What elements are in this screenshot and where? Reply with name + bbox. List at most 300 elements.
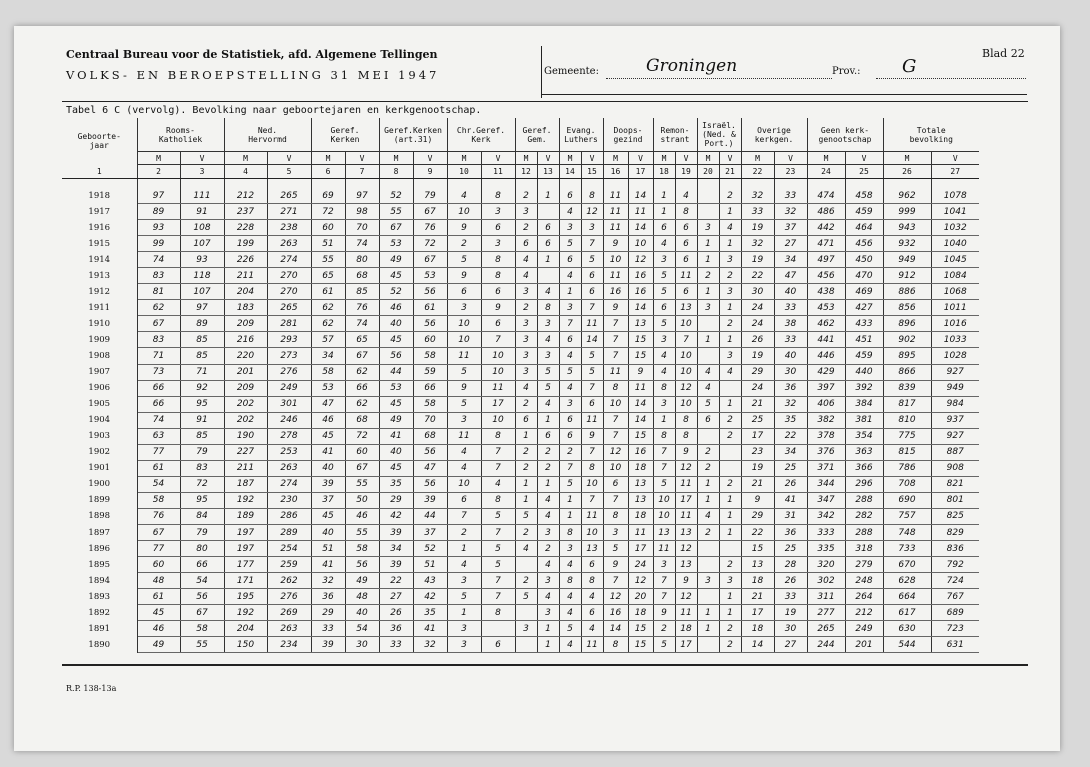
value-cell: 4 bbox=[581, 621, 603, 637]
value-cell: 67 bbox=[180, 605, 224, 621]
value-cell: 32 bbox=[774, 396, 807, 412]
value-cell: 11 bbox=[675, 268, 697, 284]
value-cell: 262 bbox=[267, 573, 311, 589]
value-cell: 246 bbox=[267, 412, 311, 428]
value-cell: 46 bbox=[311, 412, 345, 428]
value-cell: 1 bbox=[559, 284, 581, 300]
value-cell: 1 bbox=[719, 396, 741, 412]
value-cell: 55 bbox=[379, 204, 413, 220]
value-cell: 11 bbox=[603, 364, 628, 380]
value-cell: 786 bbox=[883, 460, 931, 476]
value-cell: 7 bbox=[653, 460, 675, 476]
value-cell: 7 bbox=[653, 589, 675, 605]
value-cell: 12 bbox=[675, 589, 697, 605]
value-cell: 97 bbox=[345, 188, 379, 204]
value-cell bbox=[697, 316, 719, 332]
value-cell: 33 bbox=[311, 621, 345, 637]
value-cell: 62 bbox=[137, 300, 180, 316]
value-cell bbox=[697, 428, 719, 444]
value-cell: 9 bbox=[675, 444, 697, 460]
value-cell: 253 bbox=[267, 444, 311, 460]
value-cell: 384 bbox=[845, 396, 883, 412]
value-cell: 11 bbox=[603, 220, 628, 236]
value-cell: 7 bbox=[603, 316, 628, 332]
value-cell: 1040 bbox=[931, 236, 979, 252]
value-cell: 497 bbox=[807, 252, 845, 268]
value-cell: 11 bbox=[675, 508, 697, 524]
column-number: 16 bbox=[603, 165, 628, 179]
column-number: 11 bbox=[481, 165, 515, 179]
value-cell: 276 bbox=[267, 589, 311, 605]
value-cell: 97 bbox=[137, 188, 180, 204]
value-cell: 7 bbox=[653, 444, 675, 460]
value-cell: 281 bbox=[267, 316, 311, 332]
value-cell: 61 bbox=[137, 589, 180, 605]
value-cell: 912 bbox=[883, 268, 931, 284]
value-cell: 18 bbox=[741, 621, 774, 637]
value-cell: 1 bbox=[537, 621, 559, 637]
value-cell: 5 bbox=[581, 364, 603, 380]
value-cell: 15 bbox=[741, 541, 774, 557]
value-cell: 4 bbox=[537, 557, 559, 573]
value-cell: 5 bbox=[653, 284, 675, 300]
value-cell: 6 bbox=[481, 220, 515, 236]
value-cell: 462 bbox=[807, 316, 845, 332]
value-cell: 52 bbox=[379, 284, 413, 300]
value-cell: 15 bbox=[628, 428, 653, 444]
value-cell: 3 bbox=[559, 396, 581, 412]
value-cell: 429 bbox=[807, 364, 845, 380]
value-cell: 264 bbox=[845, 589, 883, 605]
value-cell: 335 bbox=[807, 541, 845, 557]
value-cell: 14 bbox=[628, 188, 653, 204]
value-cell: 4 bbox=[559, 589, 581, 605]
header-male: M bbox=[137, 152, 180, 165]
value-cell: 1 bbox=[697, 605, 719, 621]
birth-year-cell: 1915 bbox=[62, 236, 137, 252]
column-number: 17 bbox=[628, 165, 653, 179]
value-cell: 4 bbox=[559, 348, 581, 364]
value-cell: 80 bbox=[180, 541, 224, 557]
value-cell: 56 bbox=[413, 444, 447, 460]
value-cell: 195 bbox=[224, 589, 267, 605]
value-cell: 34 bbox=[774, 252, 807, 268]
header-group: Israël. (Ned. & Port.) bbox=[697, 118, 741, 152]
header-birth-year: Geboorte- jaar bbox=[62, 118, 137, 165]
value-cell: 228 bbox=[224, 220, 267, 236]
header-female: V bbox=[581, 152, 603, 165]
value-cell: 16 bbox=[603, 605, 628, 621]
value-cell: 32 bbox=[741, 236, 774, 252]
value-cell: 220 bbox=[224, 348, 267, 364]
form-number: R.P. 138-13a bbox=[66, 684, 117, 693]
group-header-row bbox=[62, 118, 979, 152]
table-row bbox=[62, 621, 979, 637]
value-cell: 5 bbox=[653, 637, 675, 653]
value-cell: 984 bbox=[931, 396, 979, 412]
value-cell: 93 bbox=[180, 252, 224, 268]
value-cell: 7 bbox=[603, 348, 628, 364]
value-cell: 19 bbox=[774, 605, 807, 621]
value-cell: 5 bbox=[559, 364, 581, 380]
value-cell: 35 bbox=[379, 476, 413, 492]
value-cell: 829 bbox=[931, 524, 979, 540]
header-male: M bbox=[741, 152, 774, 165]
birth-year-cell: 1916 bbox=[62, 220, 137, 236]
value-cell: 2 bbox=[719, 188, 741, 204]
value-cell: 3 bbox=[515, 284, 537, 300]
table-row bbox=[62, 220, 979, 236]
spacer-cell bbox=[807, 179, 845, 189]
value-cell: 821 bbox=[931, 476, 979, 492]
value-cell: 226 bbox=[224, 252, 267, 268]
value-cell: 36 bbox=[774, 524, 807, 540]
value-cell: 7 bbox=[481, 524, 515, 540]
value-cell: 51 bbox=[311, 236, 345, 252]
value-cell: 33 bbox=[774, 188, 807, 204]
value-cell: 2 bbox=[697, 460, 719, 476]
value-cell: 4 bbox=[481, 476, 515, 492]
value-cell: 8 bbox=[653, 428, 675, 444]
value-cell: 53 bbox=[311, 380, 345, 396]
column-number: 8 bbox=[379, 165, 413, 179]
value-cell: 95 bbox=[180, 396, 224, 412]
value-cell: 2 bbox=[515, 460, 537, 476]
column-number: 21 bbox=[719, 165, 741, 179]
value-cell: 51 bbox=[311, 541, 345, 557]
value-cell: 18 bbox=[628, 460, 653, 476]
birth-year-cell: 1894 bbox=[62, 573, 137, 589]
value-cell: 6 bbox=[675, 236, 697, 252]
value-cell: 31 bbox=[774, 508, 807, 524]
header-male: M bbox=[559, 152, 581, 165]
value-cell: 17 bbox=[741, 605, 774, 621]
table-row bbox=[62, 573, 979, 589]
value-cell: 192 bbox=[224, 492, 267, 508]
value-cell: 14 bbox=[603, 621, 628, 637]
value-cell: 40 bbox=[345, 605, 379, 621]
value-cell: 249 bbox=[845, 621, 883, 637]
value-cell: 29 bbox=[311, 605, 345, 621]
table-row bbox=[62, 444, 979, 460]
value-cell: 7 bbox=[581, 444, 603, 460]
header-group: Remon- strant bbox=[653, 118, 697, 152]
value-cell: 3 bbox=[653, 557, 675, 573]
value-cell: 66 bbox=[180, 557, 224, 573]
value-cell: 371 bbox=[807, 460, 845, 476]
value-cell: 296 bbox=[845, 476, 883, 492]
value-cell: 6 bbox=[559, 332, 581, 348]
column-number: 27 bbox=[931, 165, 979, 179]
value-cell: 817 bbox=[883, 396, 931, 412]
value-cell: 3 bbox=[697, 573, 719, 589]
value-cell: 66 bbox=[137, 396, 180, 412]
column-number: 26 bbox=[883, 165, 931, 179]
value-cell: 10 bbox=[481, 364, 515, 380]
value-cell: 85 bbox=[180, 332, 224, 348]
value-cell: 13 bbox=[675, 300, 697, 316]
value-cell: 10 bbox=[581, 524, 603, 540]
value-cell: 67 bbox=[379, 220, 413, 236]
column-number: 15 bbox=[581, 165, 603, 179]
value-cell: 12 bbox=[628, 573, 653, 589]
value-cell: 71 bbox=[137, 348, 180, 364]
value-cell: 52 bbox=[413, 541, 447, 557]
column-number: 25 bbox=[845, 165, 883, 179]
value-cell: 71 bbox=[180, 364, 224, 380]
value-cell: 4 bbox=[447, 557, 481, 573]
value-cell: 65 bbox=[311, 268, 345, 284]
value-cell: 10 bbox=[481, 412, 515, 428]
value-cell: 202 bbox=[224, 412, 267, 428]
column-number: 1 bbox=[62, 165, 137, 179]
value-cell: 66 bbox=[345, 380, 379, 396]
value-cell: 8 bbox=[559, 573, 581, 589]
value-cell: 11 bbox=[581, 412, 603, 428]
value-cell: 44 bbox=[379, 364, 413, 380]
value-cell: 21 bbox=[741, 476, 774, 492]
value-cell: 62 bbox=[311, 316, 345, 332]
value-cell: 12 bbox=[675, 541, 697, 557]
value-cell: 204 bbox=[224, 621, 267, 637]
value-cell: 25 bbox=[741, 412, 774, 428]
value-cell: 6 bbox=[447, 284, 481, 300]
value-cell: 5 bbox=[515, 589, 537, 605]
value-cell: 187 bbox=[224, 476, 267, 492]
value-cell bbox=[719, 380, 741, 396]
value-cell: 6 bbox=[481, 284, 515, 300]
table-row bbox=[62, 380, 979, 396]
value-cell bbox=[697, 589, 719, 605]
value-cell: 39 bbox=[379, 524, 413, 540]
value-cell: 451 bbox=[845, 332, 883, 348]
value-cell: 56 bbox=[413, 316, 447, 332]
value-cell: 440 bbox=[845, 364, 883, 380]
table-row bbox=[62, 589, 979, 605]
value-cell: 209 bbox=[224, 380, 267, 396]
value-cell: 4 bbox=[675, 188, 697, 204]
value-cell: 42 bbox=[413, 589, 447, 605]
column-number: 13 bbox=[537, 165, 559, 179]
value-cell: 3 bbox=[447, 300, 481, 316]
value-cell: 36 bbox=[379, 621, 413, 637]
value-cell: 7 bbox=[447, 508, 481, 524]
value-cell: 6 bbox=[653, 220, 675, 236]
value-cell: 544 bbox=[883, 637, 931, 653]
value-cell: 197 bbox=[224, 524, 267, 540]
value-cell: 26 bbox=[379, 605, 413, 621]
value-cell: 32 bbox=[413, 637, 447, 653]
value-cell bbox=[719, 541, 741, 557]
table-row bbox=[62, 460, 979, 476]
value-cell bbox=[481, 621, 515, 637]
value-cell: 118 bbox=[180, 268, 224, 284]
value-cell: 3 bbox=[653, 396, 675, 412]
value-cell: 1 bbox=[697, 492, 719, 508]
value-cell: 30 bbox=[741, 284, 774, 300]
value-cell: 4 bbox=[697, 364, 719, 380]
column-number: 4 bbox=[224, 165, 267, 179]
birth-year-cell: 1893 bbox=[62, 589, 137, 605]
value-cell: 1032 bbox=[931, 220, 979, 236]
value-cell: 433 bbox=[845, 316, 883, 332]
value-cell: 1 bbox=[537, 476, 559, 492]
value-cell: 288 bbox=[845, 524, 883, 540]
value-cell: 5 bbox=[481, 508, 515, 524]
value-cell: 4 bbox=[559, 204, 581, 220]
value-cell: 4 bbox=[515, 380, 537, 396]
value-cell: 85 bbox=[180, 428, 224, 444]
value-cell: 1 bbox=[719, 508, 741, 524]
spacer-cell bbox=[413, 179, 447, 189]
value-cell: 7 bbox=[581, 492, 603, 508]
value-cell: 274 bbox=[267, 252, 311, 268]
gemeente-value: Groningen bbox=[646, 56, 738, 76]
spacer-cell bbox=[345, 179, 379, 189]
value-cell: 254 bbox=[267, 541, 311, 557]
value-cell: 2 bbox=[719, 621, 741, 637]
value-cell: 55 bbox=[345, 524, 379, 540]
value-cell: 74 bbox=[137, 252, 180, 268]
value-cell: 11 bbox=[603, 204, 628, 220]
value-cell: 15 bbox=[628, 637, 653, 653]
value-cell: 282 bbox=[845, 508, 883, 524]
value-cell: 63 bbox=[137, 428, 180, 444]
value-cell: 11 bbox=[603, 188, 628, 204]
value-cell: 11 bbox=[481, 380, 515, 396]
value-cell: 6 bbox=[559, 428, 581, 444]
value-cell: 4 bbox=[537, 396, 559, 412]
value-cell: 41 bbox=[774, 492, 807, 508]
value-cell: 3 bbox=[653, 332, 675, 348]
value-cell: 895 bbox=[883, 348, 931, 364]
value-cell: 11 bbox=[653, 541, 675, 557]
value-cell: 9 bbox=[603, 300, 628, 316]
value-cell: 4 bbox=[447, 188, 481, 204]
table-row bbox=[62, 252, 979, 268]
value-cell: 13 bbox=[581, 541, 603, 557]
value-cell: 33 bbox=[774, 332, 807, 348]
value-cell: 65 bbox=[345, 332, 379, 348]
value-cell: 470 bbox=[845, 268, 883, 284]
value-cell: 77 bbox=[137, 444, 180, 460]
value-cell: 69 bbox=[311, 188, 345, 204]
value-cell: 27 bbox=[774, 236, 807, 252]
spacer-cell bbox=[931, 179, 979, 189]
value-cell: 5 bbox=[447, 396, 481, 412]
value-cell: 12 bbox=[675, 380, 697, 396]
value-cell: 2 bbox=[515, 220, 537, 236]
value-cell: 1 bbox=[447, 541, 481, 557]
value-cell: 22 bbox=[774, 428, 807, 444]
value-cell: 4 bbox=[653, 364, 675, 380]
value-cell: 60 bbox=[311, 220, 345, 236]
value-cell: 45 bbox=[379, 332, 413, 348]
value-cell: 11 bbox=[447, 428, 481, 444]
value-cell: 9 bbox=[447, 268, 481, 284]
value-cell: 347 bbox=[807, 492, 845, 508]
value-cell: 111 bbox=[180, 188, 224, 204]
value-cell: 150 bbox=[224, 637, 267, 653]
value-cell: 1 bbox=[515, 428, 537, 444]
value-cell: 37 bbox=[774, 220, 807, 236]
header-female: V bbox=[719, 152, 741, 165]
value-cell: 406 bbox=[807, 396, 845, 412]
value-cell: 1078 bbox=[931, 188, 979, 204]
value-cell: 4 bbox=[537, 284, 559, 300]
value-cell: 8 bbox=[675, 428, 697, 444]
table-row bbox=[62, 557, 979, 573]
value-cell: 1 bbox=[697, 236, 719, 252]
value-cell: 3 bbox=[719, 284, 741, 300]
value-cell: 45 bbox=[379, 460, 413, 476]
birth-year-cell: 1901 bbox=[62, 460, 137, 476]
value-cell: 3 bbox=[537, 605, 559, 621]
value-cell: 56 bbox=[413, 476, 447, 492]
value-cell: 836 bbox=[931, 541, 979, 557]
value-cell: 29 bbox=[741, 364, 774, 380]
column-number: 19 bbox=[675, 165, 697, 179]
value-cell: 35 bbox=[774, 412, 807, 428]
value-cell: 474 bbox=[807, 188, 845, 204]
value-cell: 67 bbox=[345, 460, 379, 476]
value-cell: 7 bbox=[603, 412, 628, 428]
spacer-cell bbox=[697, 179, 719, 189]
value-cell: 201 bbox=[224, 364, 267, 380]
value-cell: 5 bbox=[515, 508, 537, 524]
value-cell: 14 bbox=[628, 220, 653, 236]
header-male: M bbox=[379, 152, 413, 165]
value-cell: 36 bbox=[774, 380, 807, 396]
table-row bbox=[62, 412, 979, 428]
value-cell: 4 bbox=[515, 252, 537, 268]
table-row bbox=[62, 476, 979, 492]
value-cell: 41 bbox=[311, 557, 345, 573]
value-cell: 748 bbox=[883, 524, 931, 540]
value-cell: 6 bbox=[653, 300, 675, 316]
value-cell: 344 bbox=[807, 476, 845, 492]
value-cell: 212 bbox=[845, 605, 883, 621]
value-cell: 15 bbox=[628, 332, 653, 348]
value-cell: 40 bbox=[774, 348, 807, 364]
value-cell: 79 bbox=[180, 444, 224, 460]
value-cell: 6 bbox=[515, 412, 537, 428]
value-cell: 9 bbox=[741, 492, 774, 508]
birth-year-cell: 1908 bbox=[62, 348, 137, 364]
value-cell: 8 bbox=[603, 380, 628, 396]
value-cell: 73 bbox=[137, 364, 180, 380]
value-cell: 197 bbox=[224, 541, 267, 557]
value-cell: 4 bbox=[537, 492, 559, 508]
value-cell bbox=[697, 204, 719, 220]
birth-year-cell: 1897 bbox=[62, 524, 137, 540]
table-row bbox=[62, 508, 979, 524]
value-cell bbox=[697, 541, 719, 557]
value-cell: 263 bbox=[267, 460, 311, 476]
value-cell: 5 bbox=[653, 268, 675, 284]
value-cell: 1 bbox=[719, 589, 741, 605]
value-cell: 85 bbox=[345, 284, 379, 300]
value-cell: 4 bbox=[559, 637, 581, 653]
value-cell: 30 bbox=[774, 364, 807, 380]
value-cell: 15 bbox=[628, 621, 653, 637]
value-cell: 1 bbox=[719, 300, 741, 316]
table-bottom-rule bbox=[62, 664, 1028, 666]
value-cell: 4 bbox=[719, 220, 741, 236]
value-cell: 1011 bbox=[931, 300, 979, 316]
value-cell: 839 bbox=[883, 380, 931, 396]
value-cell: 10 bbox=[653, 492, 675, 508]
